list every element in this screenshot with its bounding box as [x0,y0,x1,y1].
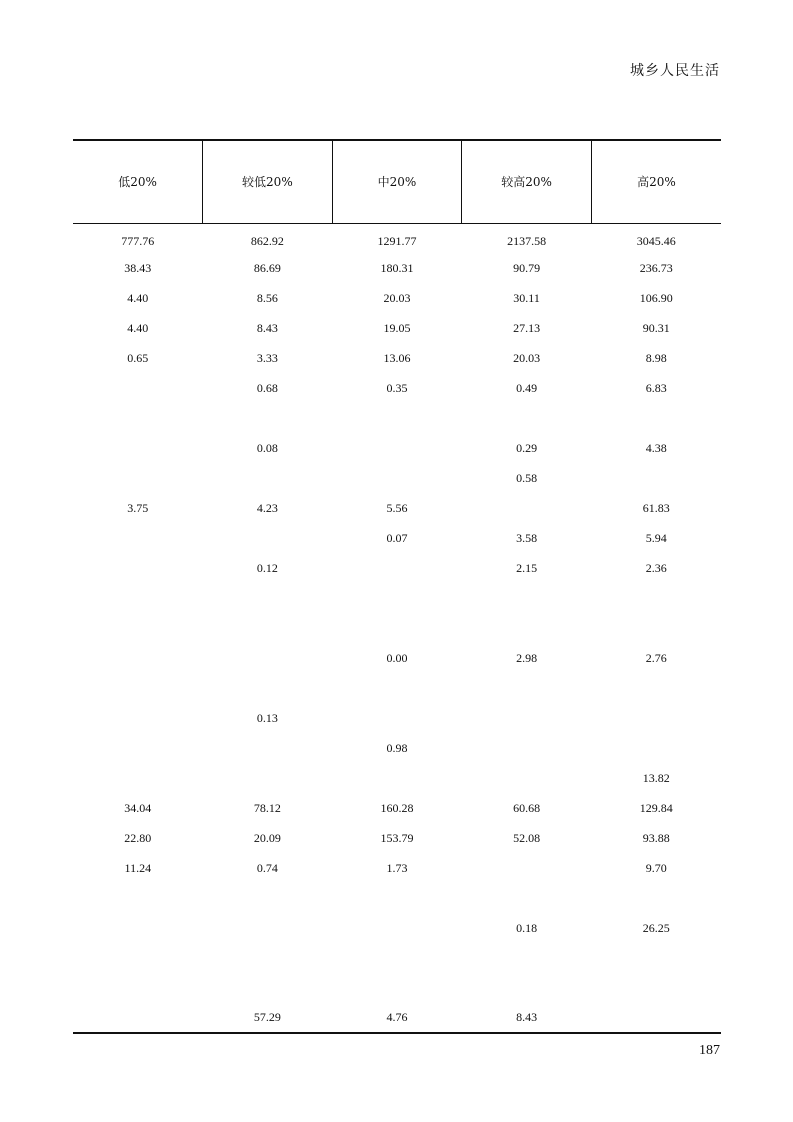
table-cell [73,433,203,463]
table-cell: 20.03 [513,350,541,365]
table-cell [73,613,203,643]
column-header: 中20% [332,140,462,223]
table-row [73,373,721,403]
table-cell [591,703,721,733]
table-cell: 2.98 [516,650,538,665]
table-cell: 862.92 [250,233,284,248]
table-cell: 0.18 [516,920,538,935]
table-cell [332,913,462,943]
table-header-row [73,140,721,223]
table-cell [462,763,592,793]
table-cell: 0.13 [256,710,278,725]
table-cell [73,673,203,703]
table-cell [332,583,462,613]
table-cell [203,913,333,943]
data-table-container [73,139,721,1034]
table-cell: 26.25 [642,920,670,935]
table-cell: 93.88 [642,830,670,845]
table-cell [332,613,462,643]
table-cell [332,403,462,433]
table-cell: 19.05 [383,320,411,335]
table-cell: 1291.77 [377,233,417,248]
table-cell: 0.00 [386,650,408,665]
table-cell: 11.24 [124,860,152,875]
table-cell [203,583,333,613]
table-cell [332,673,462,703]
table-cell [73,583,203,613]
table-row [73,553,721,583]
table-row [73,493,721,523]
table-cell [462,853,592,883]
table-cell: 8.43 [256,320,278,335]
table-cell: 9.70 [645,860,667,875]
table-row [73,583,721,613]
table-row [73,913,721,943]
table-cell [73,883,203,913]
table-cell [462,673,592,703]
table-cell [203,763,333,793]
table-cell [462,403,592,433]
table-cell [591,673,721,703]
table-cell [462,583,592,613]
table-header [73,140,721,223]
table-row [73,853,721,883]
table-cell: 60.68 [513,800,541,815]
table-row [73,613,721,643]
table-row [73,223,721,253]
table-cell: 4.23 [256,500,278,515]
table-cell: 4.40 [127,290,149,305]
table-cell: 20.03 [383,290,411,305]
table-cell [203,733,333,763]
table-cell: 61.83 [642,500,670,515]
table-cell [332,973,462,1003]
running-head: 城乡人民生活 [630,63,720,79]
table-cell: 0.49 [516,380,538,395]
table-cell: 106.90 [639,290,673,305]
table-cell [203,463,333,493]
table-cell [73,973,203,1003]
table-cell [462,733,592,763]
table-cell: 0.74 [256,860,278,875]
table-cell [332,763,462,793]
table-cell [73,523,203,553]
table-cell [73,553,203,583]
table-cell: 4.76 [332,1003,462,1033]
table-cell [591,733,721,763]
table-cell: 22.80 [124,830,152,845]
table-cell: 236.73 [639,260,673,275]
table-cell: 0.07 [386,530,408,545]
table-cell [591,583,721,613]
data-table [73,139,721,1034]
column-header: 较高20% [462,140,592,223]
table-body [73,223,721,1033]
table-cell [73,463,203,493]
table-cell: 8.98 [645,350,667,365]
table-cell [73,913,203,943]
table-cell [462,943,592,973]
table-cell: 2.36 [645,560,667,575]
table-cell [332,703,462,733]
table-cell [462,493,592,523]
table-cell: 0.58 [516,470,538,485]
table-cell [203,403,333,433]
table-cell: 52.08 [513,830,541,845]
table-row [73,793,721,823]
table-row [73,823,721,853]
table-cell [73,763,203,793]
table-cell: 3045.46 [636,233,676,248]
table-row [73,313,721,343]
table-row [73,1003,721,1033]
table-cell [462,883,592,913]
table-cell: 13.06 [383,350,411,365]
table-row [73,883,721,913]
table-cell: 13.82 [642,770,670,785]
table-row [73,283,721,313]
table-cell [332,553,462,583]
table-cell [462,703,592,733]
table-row [73,463,721,493]
table-cell [591,403,721,433]
table-cell: 90.79 [513,260,541,275]
table-cell: 6.83 [645,380,667,395]
table-row [73,403,721,433]
table-cell: 5.94 [645,530,667,545]
table-cell [332,943,462,973]
table-cell: 57.29 [203,1003,333,1033]
table-cell: 153.79 [380,830,414,845]
table-cell: 3.58 [516,530,538,545]
table-cell [332,433,462,463]
table-cell [332,883,462,913]
table-cell [591,613,721,643]
table-cell [203,643,333,673]
table-cell [591,463,721,493]
table-cell [591,973,721,1003]
table-cell: 0.08 [256,440,278,455]
table-cell: 0.29 [516,440,538,455]
table-cell [591,943,721,973]
column-header: 高20% [591,140,721,223]
table-row [73,343,721,373]
page-number: 187 [699,1043,720,1058]
table-row [73,973,721,1003]
table-cell [462,973,592,1003]
table-cell: 2.76 [645,650,667,665]
table-cell: 8.56 [256,290,278,305]
table-cell: 4.40 [127,320,149,335]
table-cell [591,1003,721,1033]
table-cell [73,1003,203,1033]
table-row [73,433,721,463]
table-cell [203,523,333,553]
table-cell: 3.33 [256,350,278,365]
table-cell: 3.75 [127,500,149,515]
table-cell [591,883,721,913]
table-cell: 129.84 [639,800,673,815]
table-cell [203,613,333,643]
table-cell [203,973,333,1003]
table-row [73,733,721,763]
table-cell [203,673,333,703]
table-cell [203,883,333,913]
column-header: 低20% [73,140,203,223]
table-cell [73,373,203,403]
table-row [73,673,721,703]
table-cell: 86.69 [253,260,281,275]
table-cell: 4.38 [645,440,667,455]
table-cell: 0.35 [386,380,408,395]
table-cell: 5.56 [386,500,408,515]
table-row [73,523,721,553]
table-cell: 8.43 [462,1003,592,1033]
table-cell: 90.31 [642,320,670,335]
table-cell: 180.31 [380,260,414,275]
table-cell: 27.13 [513,320,541,335]
table-cell [73,643,203,673]
table-cell [203,943,333,973]
table-cell: 2.15 [516,560,538,575]
table-cell: 78.12 [253,800,281,815]
table-cell: 20.09 [253,830,281,845]
table-cell: 777.76 [121,233,155,248]
table-cell: 0.68 [256,380,278,395]
table-cell [73,943,203,973]
table-cell: 0.65 [127,350,149,365]
table-cell [332,463,462,493]
table-cell [462,613,592,643]
table-cell: 1.73 [386,860,408,875]
table-row [73,763,721,793]
table-cell: 0.12 [256,560,278,575]
table-cell: 160.28 [380,800,414,815]
table-cell [73,403,203,433]
column-header: 较低20% [203,140,333,223]
table-cell: 30.11 [513,290,540,305]
table-cell: 0.98 [386,740,408,755]
table-cell: 34.04 [124,800,152,815]
table-row [73,943,721,973]
table-row [73,703,721,733]
table-cell [73,733,203,763]
table-row [73,253,721,283]
table-row [73,643,721,673]
table-cell [73,703,203,733]
table-cell: 2137.58 [507,233,547,248]
table-cell: 38.43 [124,260,152,275]
